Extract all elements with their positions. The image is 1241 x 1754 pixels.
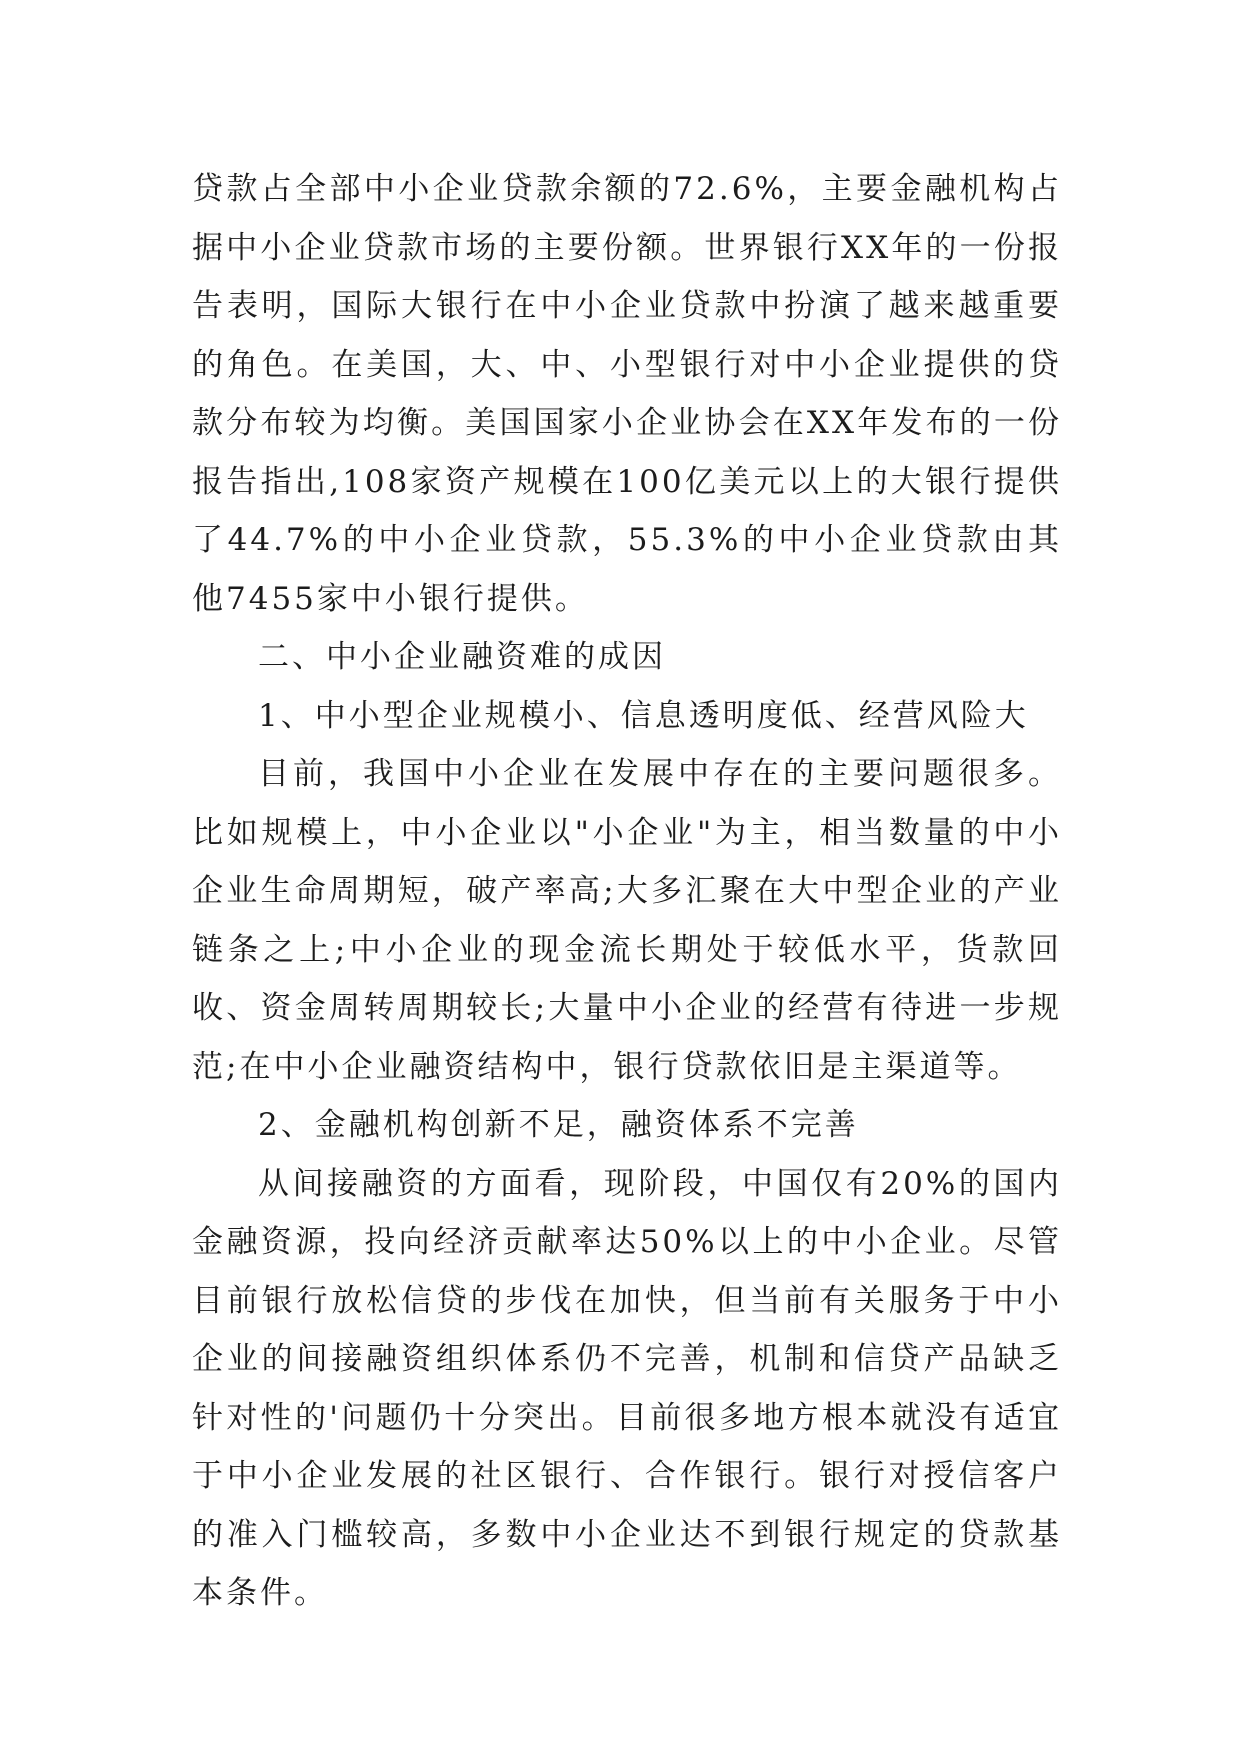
body-paragraph: 贷款占全部中小企业贷款余额的72.6%，主要金融机构占据中小企业贷款市场的主要份额。世界银行XX年的一份报告表明，国际大银行在中小企业贷款中扮演了越来越重要的角色。在美国，大、中、小型银行对中小企业提供的贷款分布较为均衡。美国国家小企业协会在XX年发布的一份报告指出,108家资产规模在100亿美元以上的大银行提供了44.7%的中小企业贷款，55.3%的中小企业贷款由其他7455家中小银行提供。 (192, 171, 1062, 617)
subsection-heading: 1、中小型企业规模小、信息透明度低、经营风险大 (258, 697, 1029, 734)
body-paragraph: 目前，我国中小企业在发展中存在的主要问题很多。比如规模上，中小企业以"小企业"为主，相当数量的中小企业生命周期短，破产率高;大多汇聚在大中型企业的产业链条之上;中小企业的现金流长期处于较低水平，货款回收、资金周转周期较长;大量中小企业的经营有待进一步规范;在中小企业融资结构中，银行贷款依旧是主渠道等。 (192, 756, 1062, 1085)
subsection-heading: 2、金融机构创新不足，融资体系不完善 (258, 1107, 859, 1143)
section-heading: 二、中小企业融资难的成因 (258, 639, 666, 675)
document-page (192, 160, 1062, 1623)
body-paragraph: 从间接融资的方面看，现阶段，中国仅有20%的国内金融资源，投向经济贡献率达50%以上的中小企业。尽管目前银行放松信贷的步伐在加快，但当前有关服务于中小企业的间接融资组织体系仍不完善，机制和信贷产品缺乏针对性的'问题仍十分突出。目前很多地方根本就没有适宜于中小企业发展的社区银行、合作银行。银行对授信客户的准入门槛较高，多数中小企业达不到银行规定的贷款基本条件。 (192, 1165, 1062, 1611)
